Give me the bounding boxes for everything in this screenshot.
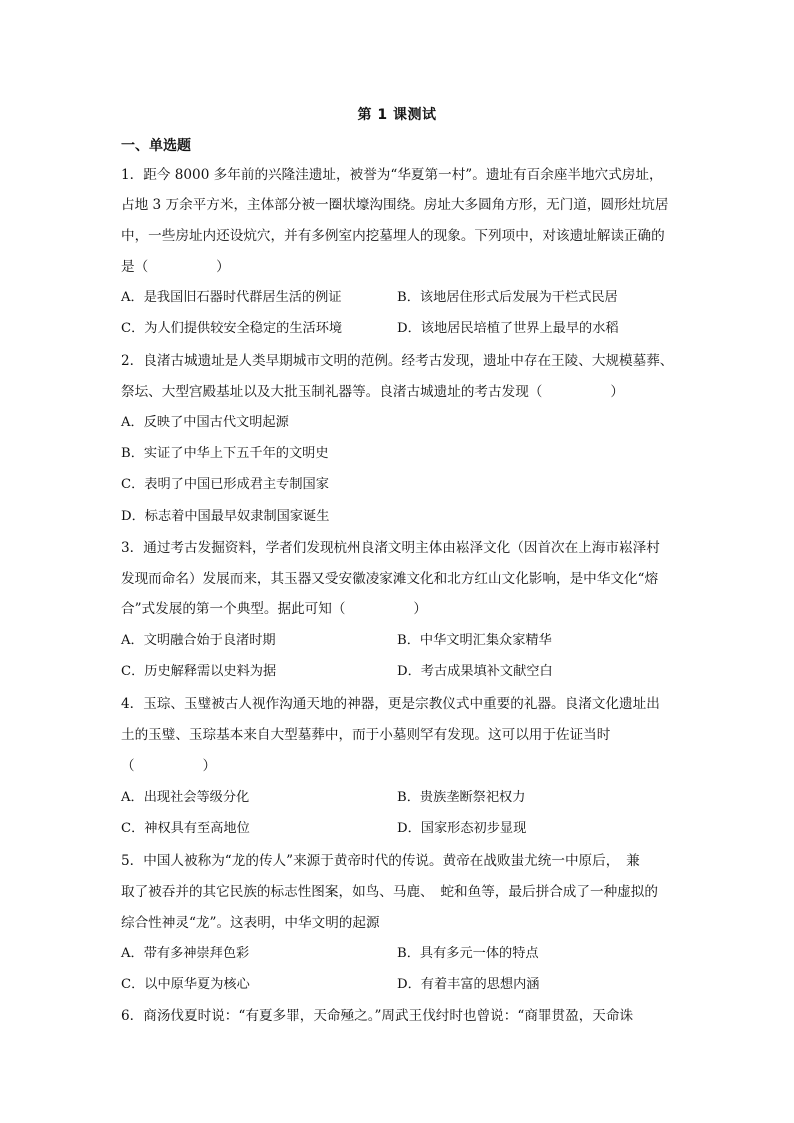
question-1-line-4: 是（ ） (121, 259, 230, 275)
question-4-line-1: 4．玉琮、玉璧被古人视作沟通天地的神器，更是宗教仪式中重要的礼器。良渚文化遗址出 (121, 696, 660, 712)
question-1-line-1: 1．距今 8000 多年前的兴隆洼遗址，被誉为“华夏第一村”。遗址有百余座半地穴式房址， (121, 167, 663, 183)
question-2-option-a: A．反映了中国古代文明起源 (121, 415, 289, 430)
question-2-option-c: C．表明了中国已形成君主专制国家 (121, 477, 329, 492)
question-5-option-a: A．带有多神崇拜色彩 (121, 946, 250, 961)
question-4-option-d: D．国家形态初步显现 (397, 821, 527, 836)
question-1-option-b: B．该地居住形式后发展为干栏式民居 (397, 290, 618, 305)
question-2-line-1: 2．良渚古城遗址是人类早期城市文明的范例。经考古发现，遗址中存在王陵、大规模墓葬、 (121, 353, 674, 369)
question-4-option-b: B．贵族垄断祭祀权力 (397, 790, 526, 805)
question-5-line-3: 综合性神灵“龙”。这表明，中华文明的起源 (121, 915, 380, 931)
question-3-option-c: C．历史解释需以史料为据 (121, 664, 277, 679)
question-5-option-d: D．有着丰富的思想内涵 (397, 977, 540, 992)
question-3-line-1: 3．通过考古发掘资料，学者们发现杭州良渚文明主体由崧泽文化（因首次在上海市崧泽村 (121, 540, 660, 556)
question-1-option-c: C．为人们提供较安全稳定的生活环境 (121, 321, 343, 336)
question-4-option-c: C．神权具有至高地位 (121, 821, 250, 836)
question-4-option-a: A．出现社会等级分化 (121, 790, 250, 805)
question-3-line-3: 合”式发展的第一个典型。据此可知（ ） (121, 601, 428, 617)
question-5-option-b: B．具有多元一体的特点 (397, 946, 539, 961)
question-3-option-b: B．中华文明汇集众家精华 (397, 633, 552, 648)
page-title: 第 1 课测试 (357, 107, 437, 123)
question-5-line-1: 5．中国人被称为“龙的传人”来源于黄帝时代的传说。黄帝在战败蚩尤统一中原后， 兼 (121, 853, 640, 869)
question-6-line-1: 6．商汤伐夏时说：“有夏多罪，天命殛之。”周武王伐纣时也曾说：“商罪贯盈，天命诛 (121, 1008, 634, 1024)
question-1-option-d: D．该地居民培植了世界上最早的水稻 (397, 321, 619, 336)
question-3-line-2: 发现而命名）发展而来，其玉器又受安徽凌家滩文化和北方红山文化影响，是中华文化“熔 (121, 571, 659, 587)
question-1-line-2: 占地 3 万余平方米，主体部分被一圈状壕沟围绕。房址大多圆角方形，无门道，圆形灶坑居 (121, 197, 669, 213)
question-2-option-b: B．实证了中华上下五千年的文明史 (121, 446, 329, 461)
question-2-option-d: D．标志着中国最早奴隶制国家诞生 (121, 509, 330, 524)
question-2-line-2: 祭坛、大型宫殿基址以及大批玉制礼器等。良渚古城遗址的考古发现（ ） (121, 384, 624, 400)
question-4-line-2: 土的玉璧、玉琮基本来自大型墓葬中，而于小墓则罕有发现。这可以用于佐证当时 (121, 727, 611, 743)
question-1-line-3: 中，一些房址内还设炕穴，并有多例室内挖墓埋人的现象。下列项中，对该遗址解读正确的 (121, 228, 665, 244)
question-1-option-a: A．是我国旧石器时代群居生活的例证 (121, 290, 342, 305)
question-3-option-a: A．文明融合始于良渚时期 (121, 633, 276, 648)
question-5-option-c: C．以中原华夏为核心 (121, 977, 250, 992)
section-heading: 一、单选题 (121, 138, 191, 154)
question-4-line-3: （ ） (121, 758, 217, 774)
question-3-option-d: D．考古成果填补文献空白 (397, 664, 553, 679)
question-5-line-2: 取了被吞并的其它民族的标志性图案，如鸟、马鹿、 蛇和鱼等，最后拼合成了一种虚拟的 (121, 884, 658, 900)
